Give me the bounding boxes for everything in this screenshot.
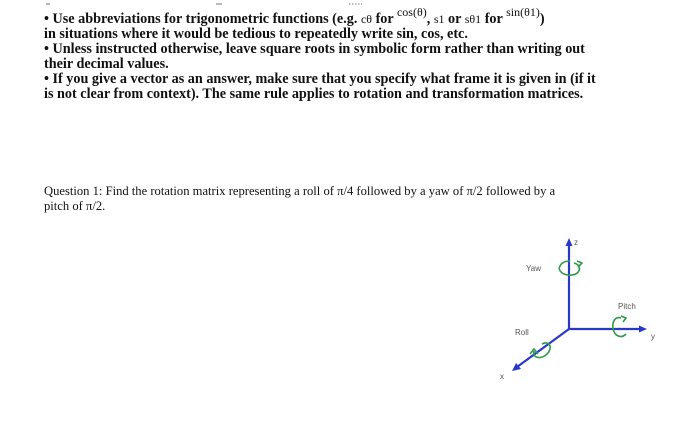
rule-line-6: is not clear from context). The same rule applies to rotation and transformation matrices. [44, 86, 584, 102]
instructions-block [44, 5, 684, 102]
z-axis-label: z [574, 238, 578, 247]
rule-line-2: in situations where it would be tedious to repeatedly write sin, cos, etc. [44, 26, 468, 42]
rule-text: • Use abbreviations for trigonometric functions (e.g. [44, 11, 361, 27]
rule-line-5: • If you give a vector as an answer, make sure that you specify what frame it is given in (if it [44, 71, 596, 87]
y-axis [569, 326, 647, 333]
axes-diagram [490, 230, 690, 390]
abbrev-example: s1 [433, 12, 445, 26]
z-axis [566, 238, 573, 329]
rotation-axes-figure [490, 230, 690, 390]
rule-line-3: • Unless instructed otherwise, leave square roots in symbolic form rather than writing out [44, 41, 585, 57]
rule-text: or [444, 11, 465, 27]
question-1 [44, 184, 664, 214]
abbrev-example: sθ1 [464, 12, 482, 26]
question-line-1: Question 1: Find the rotation matrix representing a roll of π/4 followed by a yaw of π/2 followed by a [44, 184, 556, 198]
pitch-rotation-arrow [613, 316, 626, 336]
abbrev-example: cθ [360, 12, 373, 26]
yaw-label: Yaw [526, 264, 541, 273]
function-example: sin(θ1) [506, 5, 540, 19]
x-axis-label: x [500, 372, 504, 381]
rule-text: for [372, 11, 397, 27]
rule-text: ) [539, 11, 545, 27]
rule-text: , [426, 11, 434, 27]
yaw-rotation-arrow [559, 261, 582, 275]
rule-line-1 [44, 5, 684, 27]
question-line-2: pitch of π/2. [44, 199, 106, 213]
function-example: cos(θ) [396, 5, 427, 19]
rule-line-4: their decimal values. [44, 56, 169, 72]
y-axis-label: y [651, 332, 655, 341]
roll-label: Roll [515, 328, 529, 337]
pitch-label: Pitch [618, 302, 636, 311]
rule-text: for [481, 11, 507, 27]
